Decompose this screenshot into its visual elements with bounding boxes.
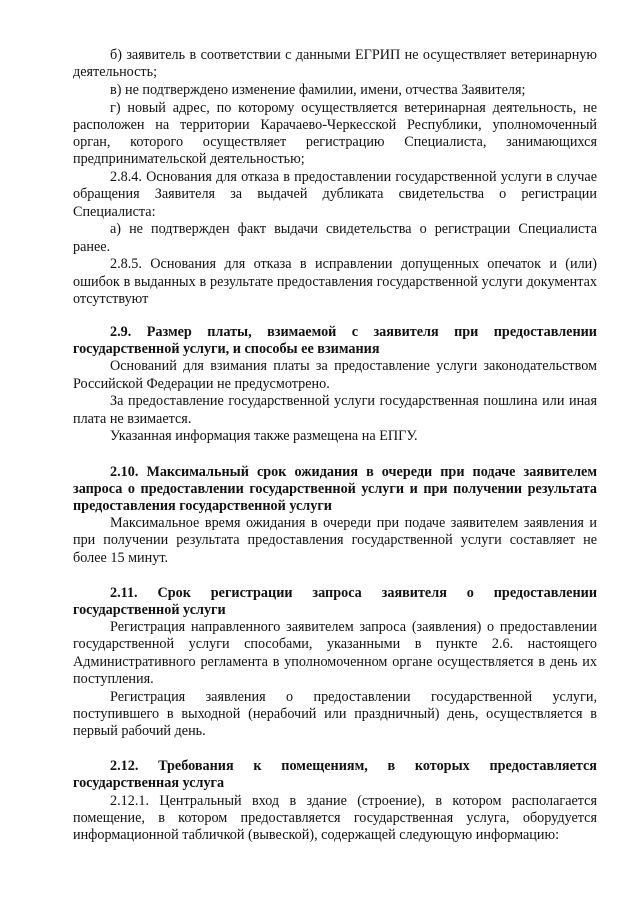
paragraph-2-8-4: 2.8.4. Основания для отказа в предоставлении государственной услуги в случае обращения Заявителя за выдачей дубликата свидетельства о регистрации Специалиста: [73, 169, 597, 220]
paragraph-2-11-holiday: Регистрация заявления о предоставлении государственной услуги, поступившего в выходной (нерабочий или праздничный) день, осуществляется в первый рабочий день. [73, 688, 597, 740]
paragraph-denial-duplicate: а) не подтвержден факт выдачи свидетельства о регистрации Специалиста ранее. [73, 221, 597, 255]
paragraph-2-9-duty: За предоставление государственной услуги государственная пошлина или иная плата не взимается. [73, 393, 597, 427]
paragraph-2-9-fee: Оснований для взимания платы за предоставление услуги законодательством Российской Федерации не предусмотрено. [73, 358, 597, 392]
paragraph-denial-egrip: б) заявитель в соответствии с данными ЕГРИП не осуществляет ветеринарную деятельность; [73, 47, 597, 81]
paragraph-2-12-1: 2.12.1. Центральный вход в здание (строение), в котором располагается помещение, в котором предоставляется государственная услуга, оборудуется информационной табличкой (вывеской), содержащей следующую информацию: [73, 792, 597, 844]
section-heading-2-11: 2.11. Срок регистрации запроса заявителя о предоставлении государственной услуги [73, 584, 597, 619]
paragraph-denial-address: г) новый адрес, по которому осуществляется ветеринарная деятельность, не расположен на территории Карачаево-Черкесской Республики, уполномоченный орган, которого осуществляет регистрацию Специалиста, занимающихся предпринимательской деятельностью; [73, 99, 597, 168]
section-heading-2-10: 2.10. Максимальный срок ожидания в очереди при подаче заявителем запроса о предоставлении государственной услуги и при получении результата предоставления государственной услуги [73, 463, 597, 515]
paragraph-2-9-epgu: Указанная информация также размещена на ЕПГУ. [110, 428, 418, 445]
section-heading-2-12: 2.12. Требования к помещениям, в которых предоставляется государственная услуга [73, 758, 597, 792]
section-heading-2-9: 2.9. Размер платы, взимаемой с заявителя при предоставлении государственной услуги, и способы ее взимания [73, 324, 597, 358]
paragraph-2-8-5: 2.8.5. Основания для отказа в исправлении допущенных опечаток и (или) ошибок в выданных в результате предоставления государственной услуги документах отсутствуют [73, 256, 597, 307]
document-page [73, 47, 597, 845]
paragraph-2-10-wait: Максимальное время ожидания в очереди при подаче заявителем заявления и при получении результата предоставления государственной услуги составляет не более 15 минут. [73, 515, 597, 566]
paragraph-2-11-registration: Регистрация направленного заявителем запроса (заявления) о предоставлении государственной услуги способами, указанными в пункте 2.6. настоящего Административного регламента в уполномоченном органе осуществляется в день их поступления. [73, 619, 597, 687]
paragraph-denial-name-change: в) не подтверждено изменение фамилии, имени, отчества Заявителя; [110, 82, 526, 98]
